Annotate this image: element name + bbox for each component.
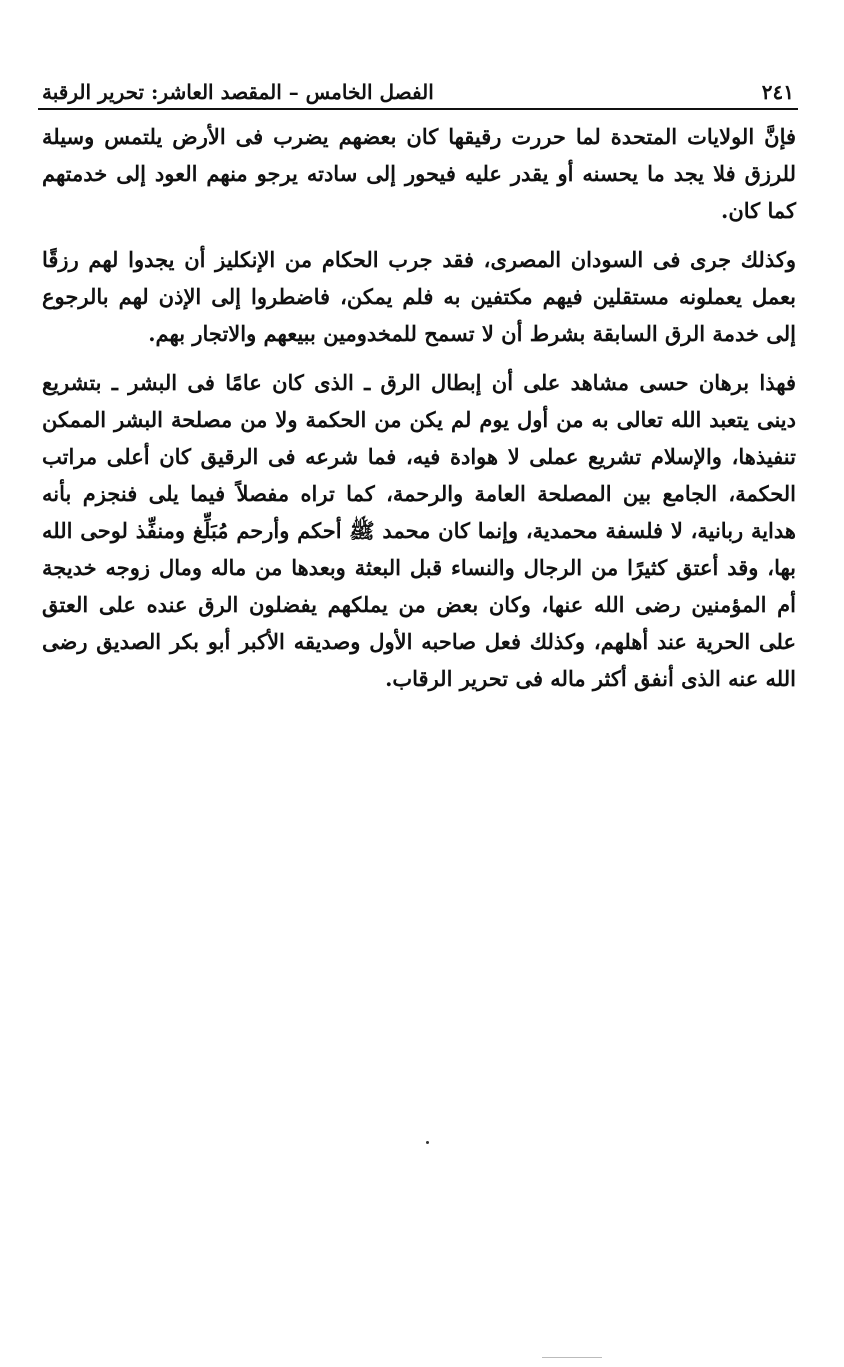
- body-text: [42, 118, 796, 709]
- stray-dot: [426, 1141, 429, 1144]
- page-header: [42, 72, 794, 104]
- page-number: ٢٤١: [761, 80, 794, 104]
- page-edge-mark: [542, 1357, 602, 1358]
- running-title: الفصل الخامس – المقصد العاشر: تحرير الرقبة: [42, 80, 434, 104]
- paragraph-1: فإنَّ الولايات المتحدة لما حررت رقيقها كان بعضهم يضرب فى الأرض يلتمس وسيلة للرزق فلا يجد ما يحسنه أو يقدر عليه فيحور إلى سادته يرجو منهم العود إلى خدمتهم كما كان.: [42, 124, 796, 223]
- paragraph-3: فهذا برهان حسى مشاهد على أن إبطال الرق ـ الذى كان عامًا فى البشر ـ بتشريع دينى يتعبد الله تعالى به من أول يوم لم يكن من الحكمة ولا من مصلحة البشر الممكن تنفيذها، والإسلام تشريع عملى لا هوادة فيه، فما شرعه فى الرقيق كان أعلى مراتب الحكمة، الجامع بين المصلحة العامة والرحمة، كما تراه مفصلاً فيما يلى فنجزم بأنه هداية ربانية، لا فلسفة محمدية، وإنما كان محمد ﷺ أحكم وأرحم مُبَلِّغ ومنفِّذ لوحى الله بها، وقد أعتق كثيرًا من الرجال والنساء قبل البعثة وبعدها من ماله ومال زوجه خديجة أم المؤمنين رضى الله عنها، وكان بعض من يملكهم يفضلون الرق عنده على العتق على الحرية عند أهلهم، وكذلك فعل صاحبه الأول وصديقه الأكبر أبو بكر الصديق رضى الله عنه الذى أنفق أكثر ماله فى تحرير الرقاب.: [42, 370, 796, 691]
- header-divider: [38, 108, 798, 110]
- paragraph-2: وكذلك جرى فى السودان المصرى، فقد جرب الحكام من الإنكليز أن يجدوا لهم رزقًا بعمل يعملونه مستقلين فيهم مكتفين به فلم يمكن، فاضطروا إلى الإذن لهم بالرجوع إلى خدمة الرق السابقة بشرط أن لا تسمح للمخدومين ببيعهم والاتجار بهم.: [42, 247, 796, 346]
